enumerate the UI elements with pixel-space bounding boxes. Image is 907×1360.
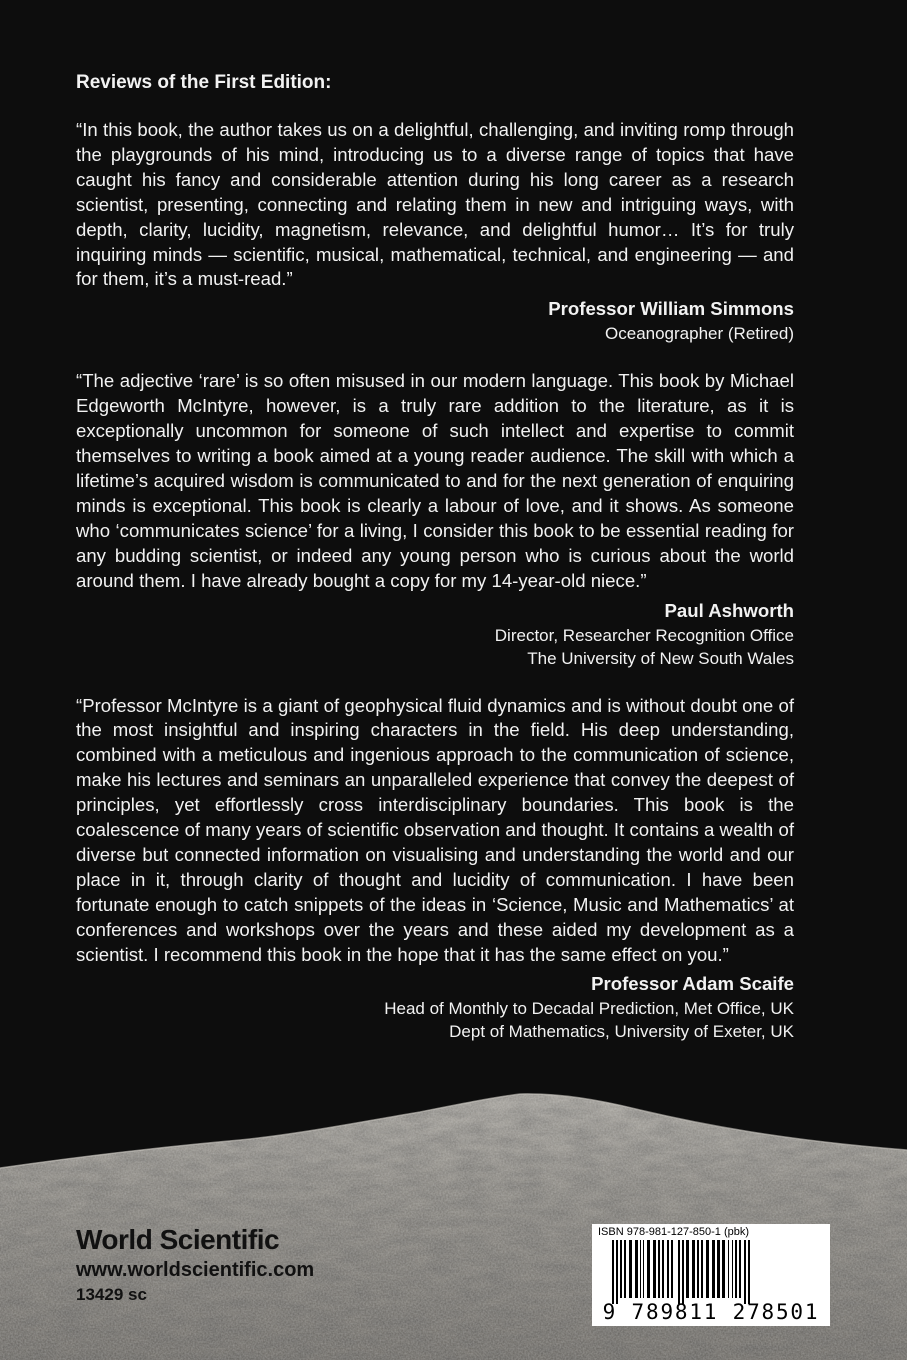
barcode-bar xyxy=(667,1240,669,1298)
review-scaife xyxy=(76,694,794,1044)
barcode-bar xyxy=(735,1240,737,1298)
reviewer-role: Director, Researcher Recognition Office xyxy=(494,625,794,645)
barcode-digits: 9 789811 278501 xyxy=(602,1300,820,1324)
barcode-bar xyxy=(717,1240,720,1298)
review-simmons xyxy=(76,118,794,345)
publisher-url: www.worldscientific.com xyxy=(76,1259,315,1281)
barcode-bar xyxy=(706,1240,709,1298)
reviewer-affiliation: Dept of Mathematics, University of Exeter, UK xyxy=(449,1022,794,1042)
publisher-code: 13429 sc xyxy=(76,1285,147,1304)
isbn-label: ISBN 978-981-127-850-1 (pbk) xyxy=(598,1226,750,1238)
barcode-bar xyxy=(643,1240,644,1298)
barcode-bar xyxy=(662,1240,664,1298)
reviewer-name: Professor Adam Scaife xyxy=(591,973,794,995)
barcode-bar xyxy=(671,1240,673,1298)
barcode-bar xyxy=(722,1240,725,1298)
review-quote: “Professor McIntyre is a giant of geophysical fluid dynamics and is without doubt one of the most insightful and inspiring characters in the field. His deep understanding, combined with a meticulous and ingenious approach to the communication of science, make his lectures and seminars an unparalleled experience that convey the deepest of principles, yet effortlessly cross interdisciplinary boundaries. This book is the coalescence of many years of scientific observation and thought. It contains a wealth of diverse but connected information on visualising and understanding the world and our place in it, through clarity of thought and lucidity of communication. I have been fortunate enough to catch snippets of the ideas in ‘Science, Music and Mathematics’ at conferences and workshops over the years and these aided my development as a scientist. I recommend this book in the hope that it has the same effect on you.” xyxy=(76,694,794,965)
barcode-bar xyxy=(624,1240,626,1298)
barcode-bar xyxy=(728,1240,729,1298)
barcode-bar xyxy=(682,1240,684,1304)
review-attribution xyxy=(76,296,794,345)
barcode-bar xyxy=(748,1240,750,1304)
barcode-bar xyxy=(653,1240,656,1298)
barcode-bar xyxy=(612,1240,614,1304)
review-attribution xyxy=(76,598,794,670)
barcode-bar xyxy=(697,1240,699,1298)
publisher-name: World Scientific xyxy=(76,1224,280,1255)
barcode-bar xyxy=(647,1240,650,1298)
barcode-bar xyxy=(739,1240,741,1298)
barcode-bar xyxy=(635,1240,638,1298)
barcode-bar xyxy=(678,1240,680,1304)
barcode-bar xyxy=(744,1240,746,1304)
barcode-bar xyxy=(701,1240,703,1298)
reviews-heading: Reviews of the First Edition: xyxy=(76,72,332,93)
reviewer-name: Professor William Simmons xyxy=(548,298,794,320)
barcode-bar xyxy=(616,1240,618,1304)
barcode-bars-icon xyxy=(610,1240,824,1304)
reviewer-role: Head of Monthly to Decadal Prediction, Met Office, UK xyxy=(384,999,794,1019)
barcode-bar xyxy=(712,1240,715,1298)
review-quote: “In this book, the author takes us on a delightful, challenging, and inviting romp through the playgrounds of his mind, introducing us to a diverse range of topics that have caught his fancy and considerable attention during his long career as a research scientist, presenting, connecting and relating them in new and intriguing ways, with depth, clarity, lucidity, magnetism, relevance, and delightful humor… It’s for truly inquiring minds — scientific, musical, mathematical, technical, and engineering — and for them, it’s a must-read.” xyxy=(76,119,794,290)
reviewer-affiliation: The University of New South Wales xyxy=(527,648,794,668)
barcode-bar xyxy=(658,1240,660,1298)
reviewer-name: Paul Ashworth xyxy=(664,599,794,621)
reviews-section xyxy=(76,72,794,1067)
isbn-barcode xyxy=(592,1224,830,1326)
barcode-bar xyxy=(620,1240,622,1298)
review-attribution xyxy=(76,971,794,1043)
barcode-bar xyxy=(732,1240,733,1298)
review-quote: “The adjective ‘rare’ is so often misused in our modern language. This book by Michael Edgeworth McIntyre, however, is a truly rare addition to the literature, as it is exceptionally uncommon for someone of such intellect and expertise to commit themselves to writing a book aimed at a young reader audience. The skill with which a lifetime’s acquired wisdom is communicated to and for the next generation of enquiring minds is exceptional. This book is clearly a labour of love, and it shows. As someone who ‘communicates science’ for a living, I consider this book to be essential reading for any budding scientist, or indeed any young person who is curious about the world around them. I have already bought a copy for my 14-year-old niece.” xyxy=(76,370,794,591)
reviewer-role: Oceanographer (Retired) xyxy=(605,324,794,344)
barcode-bar xyxy=(692,1240,695,1298)
publisher-block xyxy=(76,1224,314,1306)
barcode-bar xyxy=(629,1240,632,1298)
review-ashworth xyxy=(76,369,794,669)
barcode-bar xyxy=(640,1240,641,1298)
barcode-bar xyxy=(686,1240,689,1298)
